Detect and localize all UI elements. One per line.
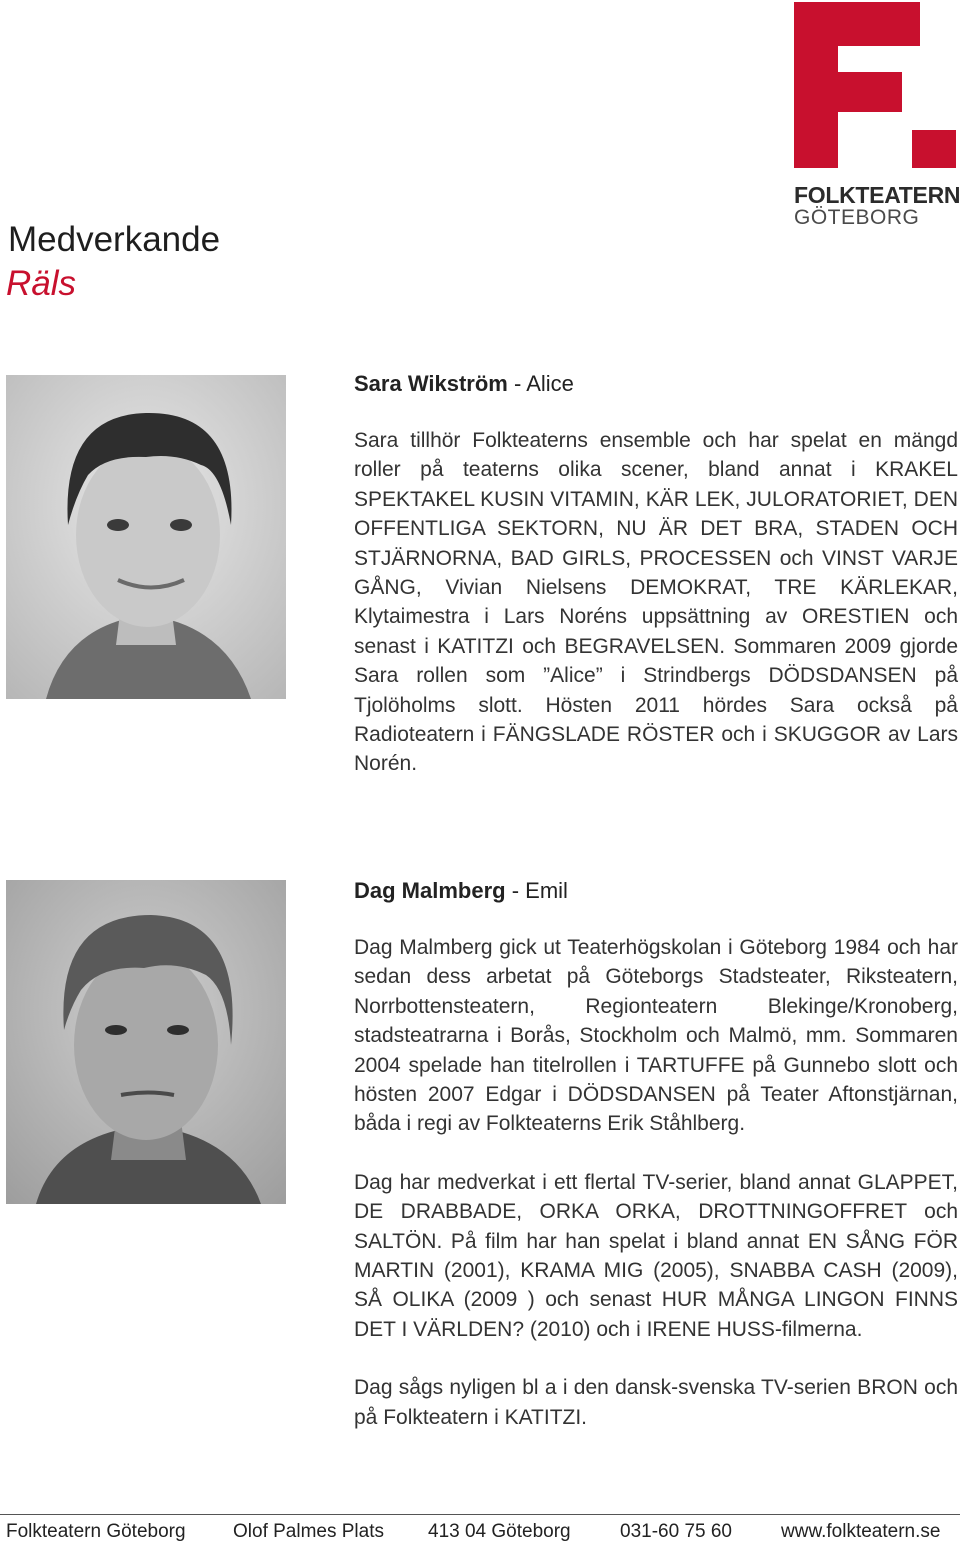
actor-bio-sara-wikstrom <box>354 369 958 808</box>
actor-heading <box>354 369 958 398</box>
footer-postal: 413 04 Göteborg <box>428 1521 571 1542</box>
bio-paragraph: Dag Malmberg gick ut Teaterhögskolan i Göteborg 1984 och har sedan dess arbetat på Göteborgs Stadsteater, Riksteatern, Norrbottensteatern, Regionteatern Blekinge/Kronoberg, stadsteatrarna i Borås, Stockholm och Malmö, mm. Sommaren 2004 spelade han titelrollen i TARTUFFE på Gunnebo slott och hösten 2007 Edgar i DÖDSDANSEN på Teater Aftonstjärnan, båda i regi av Folkteaterns Erik Ståhlberg. <box>354 936 958 1136</box>
actor-heading <box>354 876 958 905</box>
actor-bio-dag-malmberg <box>354 876 958 1461</box>
logo-wordmark: FOLKTEATERN <box>794 182 960 208</box>
actor-name: Dag Malmberg <box>354 878 506 903</box>
footer-website-link[interactable]: www.folkteatern.se <box>781 1521 941 1542</box>
actor-photo-sara-wikstrom <box>6 375 286 699</box>
folkteatern-logo[interactable] <box>794 2 958 228</box>
actor-role: Alice <box>526 371 574 396</box>
footer-street: Olof Palmes Plats <box>233 1521 384 1542</box>
footer-phone: 031-60 75 60 <box>620 1521 732 1542</box>
bio-paragraph: Sara tillhör Folkteaterns ensemble och har spelat en mängd roller på teaterns olika scener, bland annat i KRAKEL SPEKTAKEL KUSIN VITAMIN, KÄR LEK, JULORATORIET, DEN OFFENTLIGA SEKTORN, NU ÄR DET BRA, STADEN OCH STJÄRNORNA, BAD GIRLS, PROCESSEN och VINST VARJE GÅNG, Vivian Nielsens DEMOKRAT, TRE KÄRLEKAR, Klytaimestra i Lars Noréns uppsättning av ORESTIEN och senast i KATITZI och BEGRAVELSEN. Sommaren 2009 gjorde Sara rollen som ”Alice” i Strindbergs DÖDSDANSEN på Tjolöholms slott. Hösten 2011 hördes Sara också på Radioteatern i FÄNGSLADE RÖSTER och i SKUGGOR av Lars Norén. <box>354 429 958 776</box>
actor-photo-dag-malmberg <box>6 880 286 1204</box>
actor-name: Sara Wikström <box>354 371 508 396</box>
footer-org: Folkteatern Göteborg <box>6 1521 186 1542</box>
heading-separator: - <box>507 371 527 396</box>
f-monogram-icon <box>794 2 958 174</box>
actor-role: Emil <box>525 878 568 903</box>
heading-separator: - <box>505 878 526 903</box>
bio-paragraph: Dag har medverkat i ett flertal TV-serier, bland annat GLAPPET, DE DRABBADE, ORKA ORKA, DROTTNINGOFFRET och SALTÖN. På film har han spelat i bland annat EN SÅNG FÖR MARTIN (2001), KRAMA MIG (2005), SNABBA CASH (2009), SÅ OLIKA (2009 ) och senast HUR MÅNGA LINGON FINNS DET I VÄRLDEN? (2010) och i IRENE HUSS-filmerna. <box>354 1170 958 1341</box>
page-subtitle: Räls <box>6 264 77 303</box>
bio-paragraph: Dag sågs nyligen bl a i den dansk-svenska TV-serien BRON och på Folkteatern i KATITZI. <box>354 1376 958 1429</box>
page-title: Medverkande <box>8 220 221 259</box>
page-footer <box>0 1514 960 1545</box>
logo-city: GÖTEBORG <box>794 206 920 229</box>
